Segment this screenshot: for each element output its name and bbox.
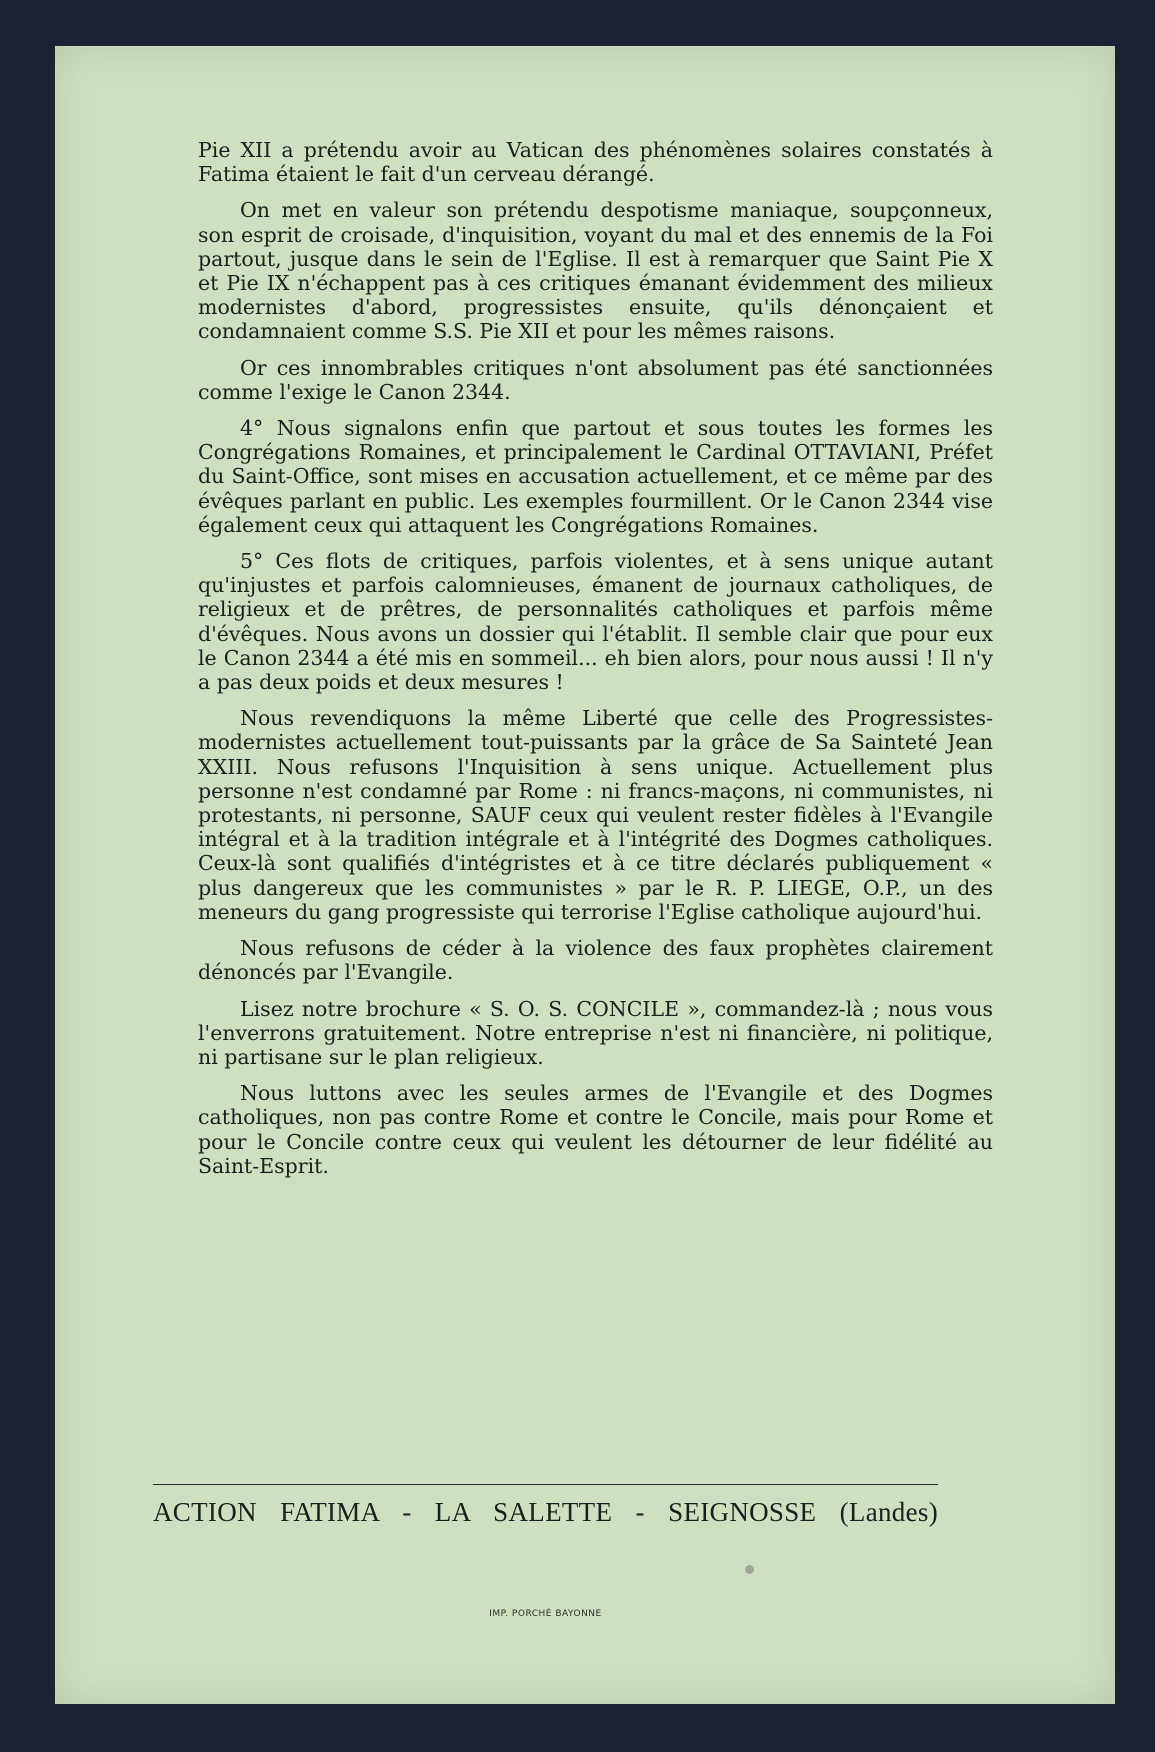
paragraph-8: Lisez notre brochure « S. O. S. CONCILE », commandez-là ; nous vous l'enverrons gratuitement. Notre entreprise n'est ni financière, ni politique, ni partisane sur le plan religieux. xyxy=(198,996,993,1069)
paragraph-5: 5° Ces flots de critiques, parfois violentes, et à sens unique autant qu'injustes et parfois calomnieuses, émanent de journaux catholiques, de religieux et de prêtres, de personnalités catholiques et parfois même d'évêques. Nous avons un dossier qui l'établit. Il semble clair que pour eux le Canon 2344 a été mis en sommeil... eh bien alors, pour nous aussi ! Il n'y a pas deux poids et deux mesures ! xyxy=(198,549,993,695)
paragraph-1: Pie XII a prétendu avoir au Vatican des phénomènes solaires constatés à Fatima étaient le fait d'un cerveau dérangé. xyxy=(198,138,993,187)
paragraph-2: On met en valeur son prétendu despotisme maniaque, soupçonneux, son esprit de croisade, d'inquisition, voyant du mal et des ennemis de la Foi partout, jusque dans le sein de l'Eglise. Il est à remarquer que Saint Pie X et Pie IX n'échappent pas à ces critiques émanant évidemment des milieux modernistes d'abord, progressistes ensuite, qu'ils dénonçaient et condamnaient comme S.S. Pie XII et pour les mêmes raisons. xyxy=(198,198,993,344)
body-text xyxy=(198,138,993,1190)
footer-title: ACTION FATIMA - LA SALETTE - SEIGNOSSE (Landes) xyxy=(153,1497,938,1527)
paragraph-6: Nous revendiquons la même Liberté que celle des Progressistes-modernistes actuellement tout-puissants par la grâce de Sa Sainteté Jean XXIII. Nous refusons l'Inquisition à sens unique. Actuellement plus personne n'est condamné par Rome : ni francs-maçons, ni communistes, ni protestants, ni personne, SAUF ceux qui veulent rester fidèles à l'Evangile intégral et à la tradition intégrale et à l'intégrité des Dogmes catholiques. Ceux-là sont qualifiés d'intégristes et à ce titre déclarés publiquement « plus dangereux que les communistes » par le R. P. LIEGE, O.P., un des meneurs du gang progressiste qui terrorise l'Eglise catholique aujourd'hui. xyxy=(198,706,993,924)
paragraph-3: Or ces innombrables critiques n'ont absolument pas été sanctionnées comme l'exige le Canon 2344. xyxy=(198,355,993,404)
printer-imprint: IMP. PORCHÉ BAYONNE xyxy=(489,1609,602,1619)
document-page xyxy=(55,46,1115,1704)
footer-divider xyxy=(153,1484,938,1485)
paragraph-7: Nous refusons de céder à la violence des faux prophètes clairement dénoncés par l'Evangile. xyxy=(198,936,993,985)
ink-dot xyxy=(745,1565,754,1574)
paragraph-9: Nous luttons avec les seules armes de l'Evangile et des Dogmes catholiques, non pas contre Rome et contre le Concile, mais pour Rome et pour le Concile contre ceux qui veulent les détourner de leur fidélité au Saint-Esprit. xyxy=(198,1081,993,1178)
paragraph-4: 4° Nous signalons enfin que partout et sous toutes les formes les Congrégations Romaines, et principalement le Cardinal OTTAVIANI, Préfet du Saint-Office, sont mises en accusation actuellement, et ce même par des évêques parlant en public. Les exemples fourmillent. Or le Canon 2344 vise également ceux qui attaquent les Congrégations Romaines. xyxy=(198,416,993,537)
